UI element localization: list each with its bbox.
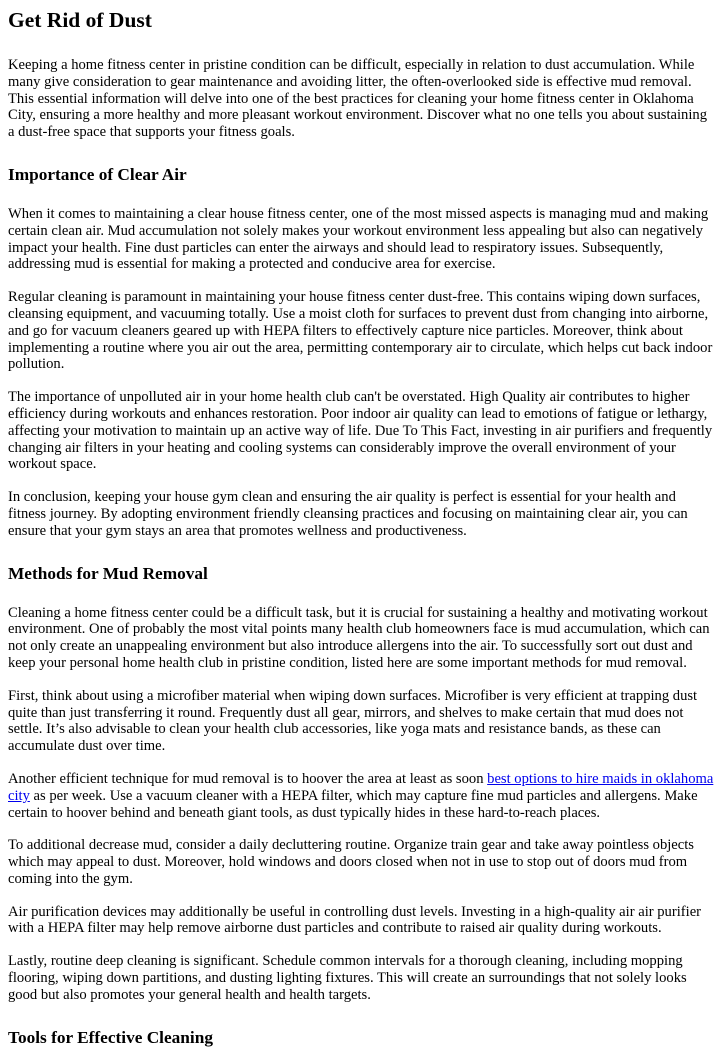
paragraph-text-before-link: Another efficient technique for mud removal is to hoover the area at least as soon: [8, 770, 488, 787]
section2-paragraph-5: Air purification devices may additionally be useful in controlling dust levels. Investing in a high-quality air air purifier with a HEPA filter may help remove airborne dust particles and contribute to raised air quality during workouts.: [8, 903, 702, 937]
section-heading-clear-air: Importance of Clear Air: [8, 164, 187, 184]
section1-paragraph-2: Regular cleaning is paramount in maintaining your house fitness center dust-free. This contains wiping down surfaces, cleansing equipment, and vacuuming totally. Use a moist cloth for surfaces to prevent dust from changing into airborne, and go for vacuum cleaners geared up with HEPA filters to effectively capture nice particles. Moreover, think about implementing a routine where you air out the area, permitting contemporary air to circulate, which helps cut back indoor pollution.: [8, 289, 713, 373]
section1-paragraph-4: In conclusion, keeping your house gym clean and ensuring the air quality is perfect is essential for your health and fitness journey. By adopting environment friendly cleansing practices and focusing on maintaining clear air, you can ensure that your gym stays an area that promotes wellness and productiveness.: [8, 489, 688, 539]
paragraph-text-after-link: as per week. Use a vacuum cleaner with a HEPA filter, which may capture fine mud particles and allergens. Make certain to hoover behind and beneath giant tools, as dust typically hides in these hard-to-reach places.: [8, 787, 698, 821]
section-heading-tools: Tools for Effective Cleaning: [8, 1027, 213, 1047]
article: [0, 8, 714, 1048]
section1-paragraph-1: When it comes to maintaining a clear house fitness center, one of the most missed aspects is managing mud and making certain clean air. Mud accumulation not solely makes your workout environment less appealing but also can negatively impact your health. Fine dust particles can enter the airways and should lead to respiratory issues. Subsequently, addressing mud is essential for making a protected and conducive area for exercise.: [8, 205, 709, 273]
section-heading-mud-removal: Methods for Mud Removal: [8, 563, 208, 583]
section2-paragraph-6: Lastly, routine deep cleaning is significant. Schedule common intervals for a thorough cleaning, including mopping flooring, wiping down partitions, and dusting lighting fixtures. This will create an surroundings that not solely looks good but also promotes your general health and health targets.: [8, 953, 687, 1003]
section2-paragraph-1: Cleaning a home fitness center could be a difficult task, but it is crucial for sustaining a healthy and motivating workout environment. One of probably the most vital points many health club homeowners face is mud accumulation, which can not only create an unappealing environment but also introduce allergens into the air. To successfully sort out dust and keep your personal home health club in pristine condition, listed here are some important methods for mud removal.: [8, 604, 710, 671]
page-title: Get Rid of Dust: [8, 8, 152, 32]
intro-paragraph: Keeping a home fitness center in pristine condition can be difficult, especially in relation to dust accumulation. While many give consideration to gear maintenance and avoiding litter, the often-overlooked side is effective mud removal. This essential information will delve into one of the best practices for cleaning your home fitness center in Oklahoma City, ensuring a more healthy and more pleasant workout environment. Discover what no one tells you about sustaining a dust-free space that supports your fitness goals.: [8, 57, 707, 141]
section1-paragraph-3: The importance of unpolluted air in your home health club can't be overstated. High Quality air contributes to higher efficiency during workouts and enhances restoration. Poor indoor air quality can lead to emotions of fatigue or lethargy, affecting your motivation to maintain up an active way of life. Due To This Fact, investing in air purifiers and frequently changing air filters in your heating and cooling systems can considerably improve the overall environment of your workout space.: [8, 389, 713, 473]
section2-paragraph-4: To additional decrease mud, consider a daily decluttering routine. Organize train gear and take away pointless objects which may appeal to dust. Moreover, hold windows and doors closed when not in use to stop out of doors mud from coming into the gym.: [8, 837, 694, 887]
section2-paragraph-3: [8, 771, 714, 821]
section2-paragraph-2: First, think about using a microfiber material when wiping down surfaces. Microfiber is very efficient at trapping dust quite than just transferring it round. Frequently dust all gear, mirrors, and shelves to make certain that mud does not settle. It’s also advisable to clean your health club accessories, like yoga mats and resistance bands, as these can accumulate dust over time.: [8, 687, 698, 755]
maids-oklahoma-city-link[interactable]: best options to hire maids in oklahoma city: [8, 770, 714, 804]
